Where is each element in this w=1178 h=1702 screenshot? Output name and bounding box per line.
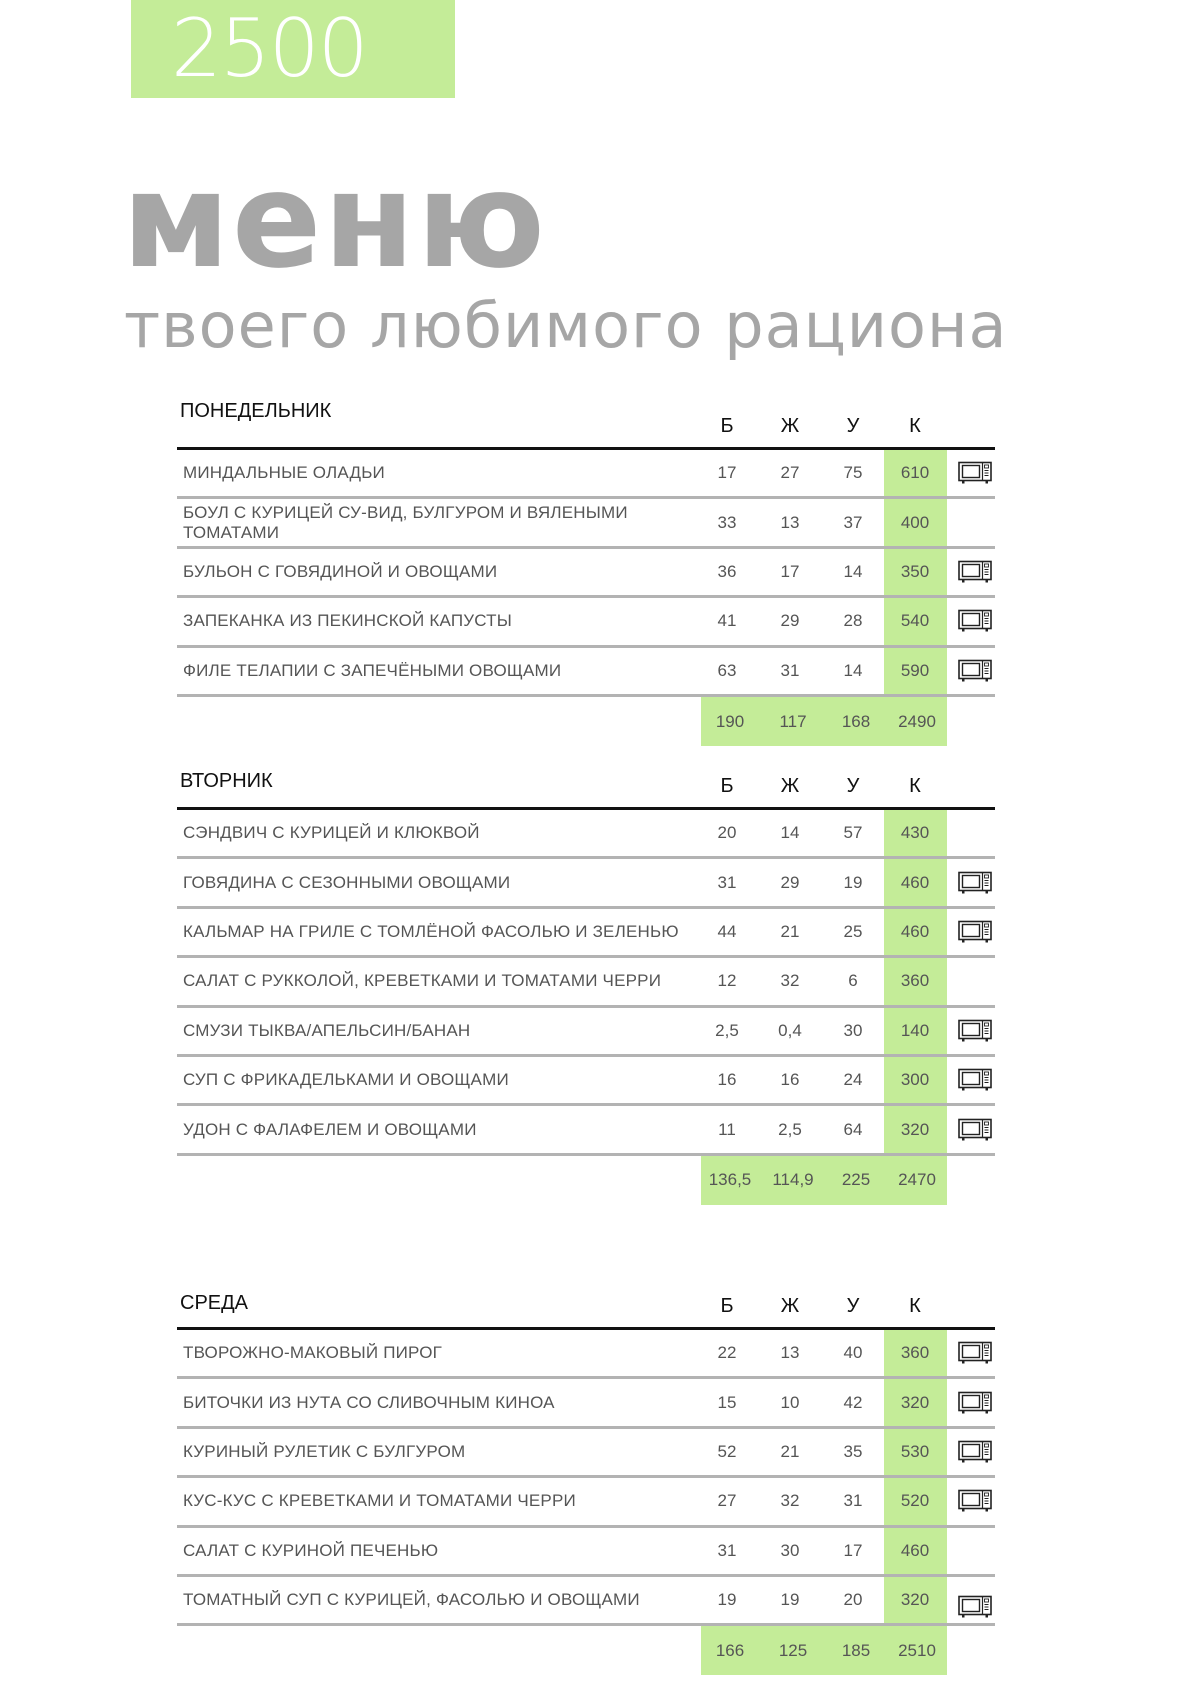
day-totals [701, 1156, 947, 1205]
meal-value-j: 31 [780, 660, 800, 680]
meal-value-b: 15 [717, 1392, 737, 1412]
day-heading: ВТОРНИК [180, 770, 273, 792]
meal-value-u: 25 [843, 921, 863, 941]
meal-row [177, 958, 995, 1007]
meal-list [177, 810, 995, 1156]
meal-value-u: 24 [843, 1070, 863, 1090]
meal-value-b: 11 [718, 1119, 736, 1139]
microwave-icon [957, 648, 993, 694]
meal-name: САЛАТ С КУРИНОЙ ПЕЧЕНЬЮ [183, 1540, 439, 1560]
microwave-icon [957, 1577, 993, 1623]
day-heading: ПОНЕДЕЛЬНИК [180, 400, 332, 422]
meal-value-u: 6 [848, 971, 858, 991]
meal-row [177, 1008, 995, 1057]
meal-name: ГОВЯДИНА С СЕЗОННЫМИ ОВОЩАМИ [183, 872, 511, 892]
meal-value-b: 36 [717, 561, 737, 581]
meal-value-b: 41 [717, 611, 737, 631]
meal-value-j: 0,4 [778, 1020, 802, 1040]
meal-value-u: 57 [843, 823, 863, 843]
meal-value-b: 33 [717, 512, 737, 532]
meal-value-b: 31 [717, 872, 737, 892]
microwave-icon [957, 450, 993, 496]
day-heading: СРЕДА [180, 1292, 249, 1314]
microwave-icon [957, 859, 993, 905]
microwave-icon [957, 549, 993, 595]
meal-value-j: 32 [780, 971, 800, 991]
microwave-icon [957, 1106, 993, 1152]
page-title: меню [122, 144, 547, 298]
meal-row [177, 598, 995, 647]
meal-value-k: 610 [900, 463, 930, 483]
meal-row [177, 648, 995, 697]
meal-value-u: 75 [843, 463, 863, 483]
meal-value-j: 13 [780, 1343, 800, 1363]
meal-name: МИНДАЛЬНЫЕ ОЛАДЬИ [183, 463, 385, 483]
total-value-k: 2510 [898, 1640, 936, 1660]
meal-value-b: 20 [717, 823, 737, 843]
meal-value-u: 20 [843, 1590, 863, 1610]
meal-value-j: 16 [780, 1070, 800, 1090]
meal-name: ТВОРОЖНО-МАКОВЫЙ ПИРОГ [183, 1343, 443, 1363]
meal-value-u: 30 [843, 1020, 863, 1040]
meal-value-u: 31 [843, 1491, 863, 1511]
meal-row [177, 909, 995, 958]
meal-name: ФИЛЕ ТЕЛАПИИ С ЗАПЕЧЁНЫМИ ОВОЩАМИ [183, 660, 562, 680]
meal-value-b: 22 [717, 1343, 737, 1363]
meal-value-u: 35 [843, 1441, 863, 1461]
microwave-icon [957, 1478, 993, 1524]
microwave-icon [957, 1429, 993, 1475]
meal-value-k: 320 [900, 1392, 930, 1412]
microwave-icon [957, 1057, 993, 1103]
day-totals [701, 697, 947, 746]
meal-name: КУС-КУС С КРЕВЕТКАМИ И ТОМАТАМИ ЧЕРРИ [183, 1491, 576, 1511]
column-header-b: Б [720, 1295, 734, 1317]
column-header-k: К [909, 415, 921, 437]
meal-value-u: 28 [843, 611, 863, 631]
meal-value-u: 64 [843, 1119, 863, 1139]
meal-value-b: 52 [717, 1441, 737, 1461]
day-totals [701, 1626, 947, 1675]
meal-value-b: 44 [717, 921, 737, 941]
total-value-u: 185 [841, 1640, 871, 1660]
total-value-j: 114,9 [772, 1170, 814, 1190]
meal-value-j: 13 [780, 512, 800, 532]
column-header-u: У [846, 775, 860, 797]
meal-value-k: 350 [900, 561, 930, 581]
meal-value-b: 12 [717, 971, 737, 991]
meal-value-k: 460 [900, 872, 930, 892]
meal-value-u: 42 [843, 1392, 863, 1412]
meal-value-j: 21 [780, 1441, 800, 1461]
column-header-j: Ж [780, 775, 800, 797]
meal-row [177, 1478, 995, 1527]
total-value-u: 168 [841, 711, 871, 731]
meal-value-u: 40 [843, 1343, 863, 1363]
meal-value-k: 320 [900, 1590, 930, 1610]
calorie-badge [131, 0, 455, 98]
meal-row [177, 1379, 995, 1428]
meal-row [177, 1577, 995, 1626]
meal-value-k: 530 [900, 1441, 930, 1461]
meal-row [177, 1528, 995, 1577]
microwave-icon [957, 598, 993, 644]
meal-list [177, 450, 995, 697]
meal-value-k: 140 [900, 1020, 930, 1040]
page-subtitle: твоего любимого рациона [124, 289, 1008, 362]
meal-value-k: 430 [900, 823, 930, 843]
meal-value-u: 14 [843, 561, 863, 581]
meal-value-u: 14 [843, 660, 863, 680]
total-value-k: 2470 [898, 1170, 936, 1190]
meal-value-j: 29 [780, 872, 800, 892]
total-value-b: 190 [715, 711, 745, 731]
meal-list [177, 1330, 995, 1626]
meal-name: УДОН С ФАЛАФЕЛЕМ И ОВОЩАМИ [183, 1119, 477, 1139]
column-header-j: Ж [780, 1295, 800, 1317]
meal-name: КАЛЬМАР НА ГРИЛЕ С ТОМЛЁНОЙ ФАСОЛЬЮ И ЗЕЛЕНЬЮ [183, 921, 679, 941]
meal-value-k: 360 [900, 971, 930, 991]
meal-value-k: 300 [900, 1070, 930, 1090]
meal-value-b: 19 [717, 1590, 737, 1610]
meal-name: БОУЛ С КУРИЦЕЙ СУ-ВИД, БУЛГУРОМ И ВЯЛЕНЫМИ ТОМАТАМИ [183, 502, 628, 542]
meal-value-b: 27 [717, 1491, 737, 1511]
meal-value-b: 2,5 [715, 1020, 739, 1040]
meal-value-j: 10 [780, 1392, 800, 1412]
total-value-b: 136,5 [708, 1170, 752, 1190]
calorie-badge-value: 2500 [171, 2, 367, 95]
microwave-icon [957, 1379, 993, 1425]
meal-value-b: 16 [717, 1070, 737, 1090]
column-header-b: Б [720, 415, 734, 437]
meal-row [177, 1057, 995, 1106]
column-header-k: К [909, 1295, 921, 1317]
meal-value-k: 540 [900, 611, 930, 631]
column-header-b: Б [720, 775, 734, 797]
meal-value-j: 17 [780, 561, 800, 581]
column-header-k: К [909, 775, 921, 797]
meal-name: КУРИНЫЙ РУЛЕТИК С БУЛГУРОМ [183, 1441, 466, 1461]
meal-value-k: 320 [900, 1119, 930, 1139]
column-header-u: У [846, 1295, 860, 1317]
meal-value-b: 17 [717, 463, 737, 483]
meal-name: БИТОЧКИ ИЗ НУТА СО СЛИВОЧНЫМ КИНОА [183, 1392, 555, 1412]
meal-value-k: 360 [900, 1343, 930, 1363]
meal-value-j: 27 [780, 463, 800, 483]
microwave-icon [957, 1330, 993, 1376]
meal-name: ЗАПЕКАНКА ИЗ ПЕКИНСКОЙ КАПУСТЫ [183, 611, 512, 631]
meal-value-k: 520 [900, 1491, 930, 1511]
meal-value-u: 17 [843, 1540, 863, 1560]
meal-value-k: 460 [900, 921, 930, 941]
column-header-u: У [846, 415, 860, 437]
meal-value-j: 14 [780, 823, 800, 843]
total-value-j: 117 [779, 711, 807, 731]
meal-value-b: 63 [717, 660, 737, 680]
meal-row [177, 450, 995, 499]
meal-row [177, 859, 995, 908]
meal-name: БУЛЬОН С ГОВЯДИНОЙ И ОВОЩАМИ [183, 561, 498, 581]
meal-value-j: 32 [780, 1491, 800, 1511]
meal-value-j: 2,5 [778, 1119, 802, 1139]
meal-value-j: 21 [780, 921, 800, 941]
total-value-j: 125 [778, 1640, 808, 1660]
meal-value-u: 37 [843, 512, 863, 532]
meal-value-k: 590 [900, 660, 930, 680]
meal-name: ТОМАТНЫЙ СУП С КУРИЦЕЙ, ФАСОЛЬЮ И ОВОЩАМИ [183, 1590, 640, 1610]
column-header-j: Ж [780, 415, 800, 437]
meal-row [177, 810, 995, 859]
meal-row [177, 1106, 995, 1155]
meal-row [177, 549, 995, 598]
meal-value-b: 31 [717, 1540, 737, 1560]
meal-row [177, 1429, 995, 1478]
total-value-u: 225 [841, 1170, 871, 1190]
microwave-icon [957, 1008, 993, 1054]
total-value-k: 2490 [898, 711, 936, 731]
meal-name: САЛАТ С РУККОЛОЙ, КРЕВЕТКАМИ И ТОМАТАМИ ЧЕРРИ [183, 971, 662, 991]
microwave-icon [957, 909, 993, 955]
meal-value-j: 19 [780, 1590, 800, 1610]
meal-row [177, 1330, 995, 1379]
meal-value-k: 460 [900, 1540, 930, 1560]
meal-value-j: 30 [780, 1540, 800, 1560]
meal-value-u: 19 [843, 872, 863, 892]
meal-value-j: 29 [780, 611, 800, 631]
meal-row [177, 499, 995, 548]
total-value-b: 166 [715, 1640, 745, 1660]
meal-name: СУП С ФРИКАДЕЛЬКАМИ И ОВОЩАМИ [183, 1070, 509, 1090]
meal-name: СМУЗИ ТЫКВА/АПЕЛЬСИН/БАНАН [183, 1020, 471, 1040]
meal-name: СЭНДВИЧ С КУРИЦЕЙ И КЛЮКВОЙ [183, 823, 480, 843]
meal-value-k: 400 [900, 512, 930, 532]
